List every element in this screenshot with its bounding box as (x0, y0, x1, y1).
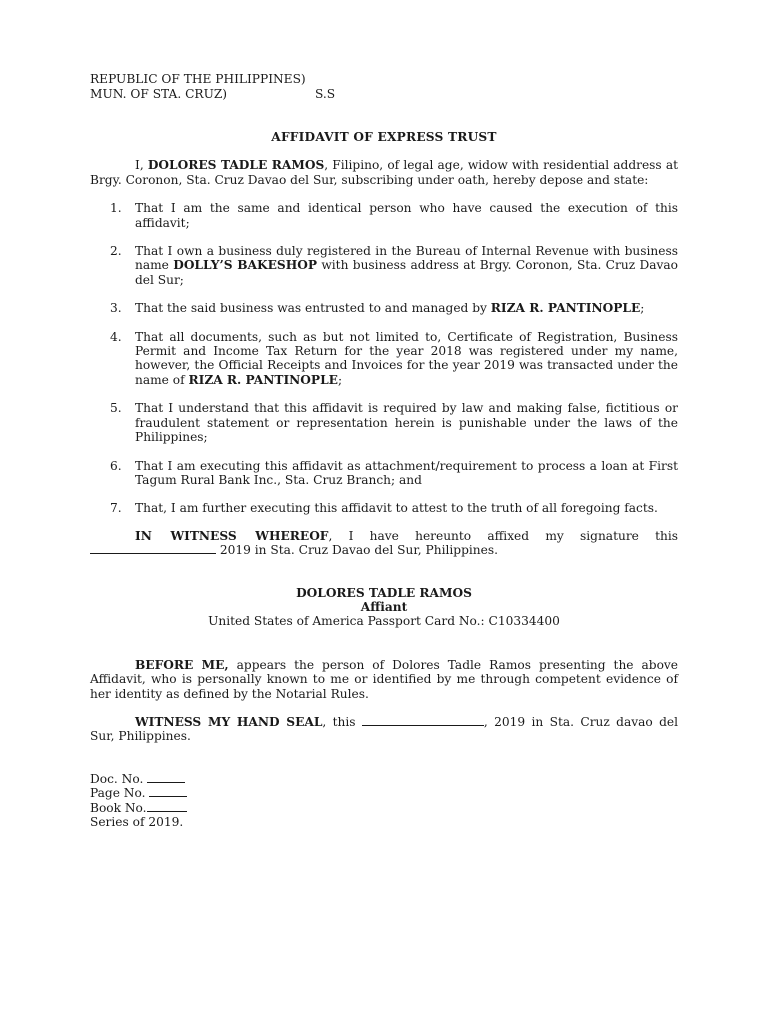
seal-heading: WITNESS MY HAND SEAL (135, 714, 323, 729)
venue-ss: S.S (315, 87, 336, 101)
doc-no-blank (147, 772, 185, 783)
manager-name: RIZA R. PANTINOPLE (490, 301, 641, 316)
statement-item: 3. That the said business was entrusted to and managed by RIZA R. PANTINOPLE; (110, 301, 645, 316)
statement-item: 7. That, I am further executing this affidavit to attest to the truth of all foregoing facts. (110, 501, 658, 516)
manager-name: RIZA R. PANTINOPLE (188, 372, 338, 387)
statement-item: 2. That I own a business duly registered in the Bureau of Internal Revenue with business name DOLLY’S BAKESHOP with business address at Brgy. Coronon, Sta. Cruz Davao del Sur; (110, 244, 678, 287)
seal-date-blank (362, 715, 484, 726)
statement-item: 5. That I understand that this affidavit is required by law and making false, fictitious or fraudulent statement or representation herein is punishable under the laws of the Philippines; (110, 401, 678, 445)
signature-block (90, 586, 678, 629)
book-no: Book No. (90, 801, 678, 815)
seal-paragraph: WITNESS MY HAND SEAL, this , 2019 in Sta. Cruz davao del Sur, Philippines. (90, 714, 678, 744)
jurat-paragraph: BEFORE ME, appears the person of Dolores Tadle Ramos presenting the above Affidavit, who is personally known to me or identified by me through competent evidence of her identity as defined by the Notarial Rules. (90, 657, 678, 701)
affiant-role: Affiant (360, 599, 408, 614)
intro-paragraph: I, DOLORES TADLE RAMOS, Filipino, of legal age, widow with residential address at Brgy. Coronon, Sta. Cruz Davao del Sur, subscribing under oath, hereby depose and state: (90, 158, 679, 187)
book-no-blank (147, 801, 187, 812)
document-title: AFFIDAVIT OF EXPRESS TRUST (271, 130, 497, 144)
business-name: DOLLY’S BAKESHOP (173, 258, 317, 273)
statement-list (90, 201, 678, 516)
witness-paragraph: IN WITNESS WHEREOF, I have hereunto affixed my signature this 2019 in Sta. Cruz Davao del Sur, Philippines. (90, 529, 678, 558)
venue-municipality: MUN. OF STA. CRUZ) (90, 87, 228, 101)
notarial-register (90, 772, 678, 830)
statement-item: 4. That all documents, such as but not limited to, Certificate of Registration, Business Permit and Income Tax Return for the year 2018 was registered under my name, however, the Official Receipts and Invoices for the year 2019 was transacted under the name of RIZA R. PANTINOPLE; (110, 329, 678, 387)
before-me-heading: BEFORE ME, (135, 657, 229, 672)
passport-card-number: United States of America Passport Card No.: C10334400 (208, 614, 560, 629)
doc-no: Doc. No. (90, 772, 678, 786)
page-no-blank (149, 786, 187, 797)
date-blank (90, 543, 216, 554)
venue-caption (90, 70, 678, 100)
witness-heading: IN WITNESS WHEREOF (135, 528, 329, 543)
statement-item: 6. That I am executing this affidavit as attachment/requirement to process a loan at First Tagum Rural Bank Inc., Sta. Cruz Branch; and (110, 458, 678, 487)
venue-republic: REPUBLIC OF THE PHILIPPINES) (90, 72, 306, 86)
statement-item: 1. That I am the same and identical person who have caused the execution of this affidavit; (110, 201, 678, 230)
series: Series of 2019. (90, 814, 184, 829)
page-no: Page No. (90, 786, 678, 800)
affiant-signature-name: DOLORES TADLE RAMOS (296, 585, 472, 600)
document-page (90, 70, 678, 829)
affiant-name: DOLORES TADLE RAMOS (147, 158, 325, 173)
